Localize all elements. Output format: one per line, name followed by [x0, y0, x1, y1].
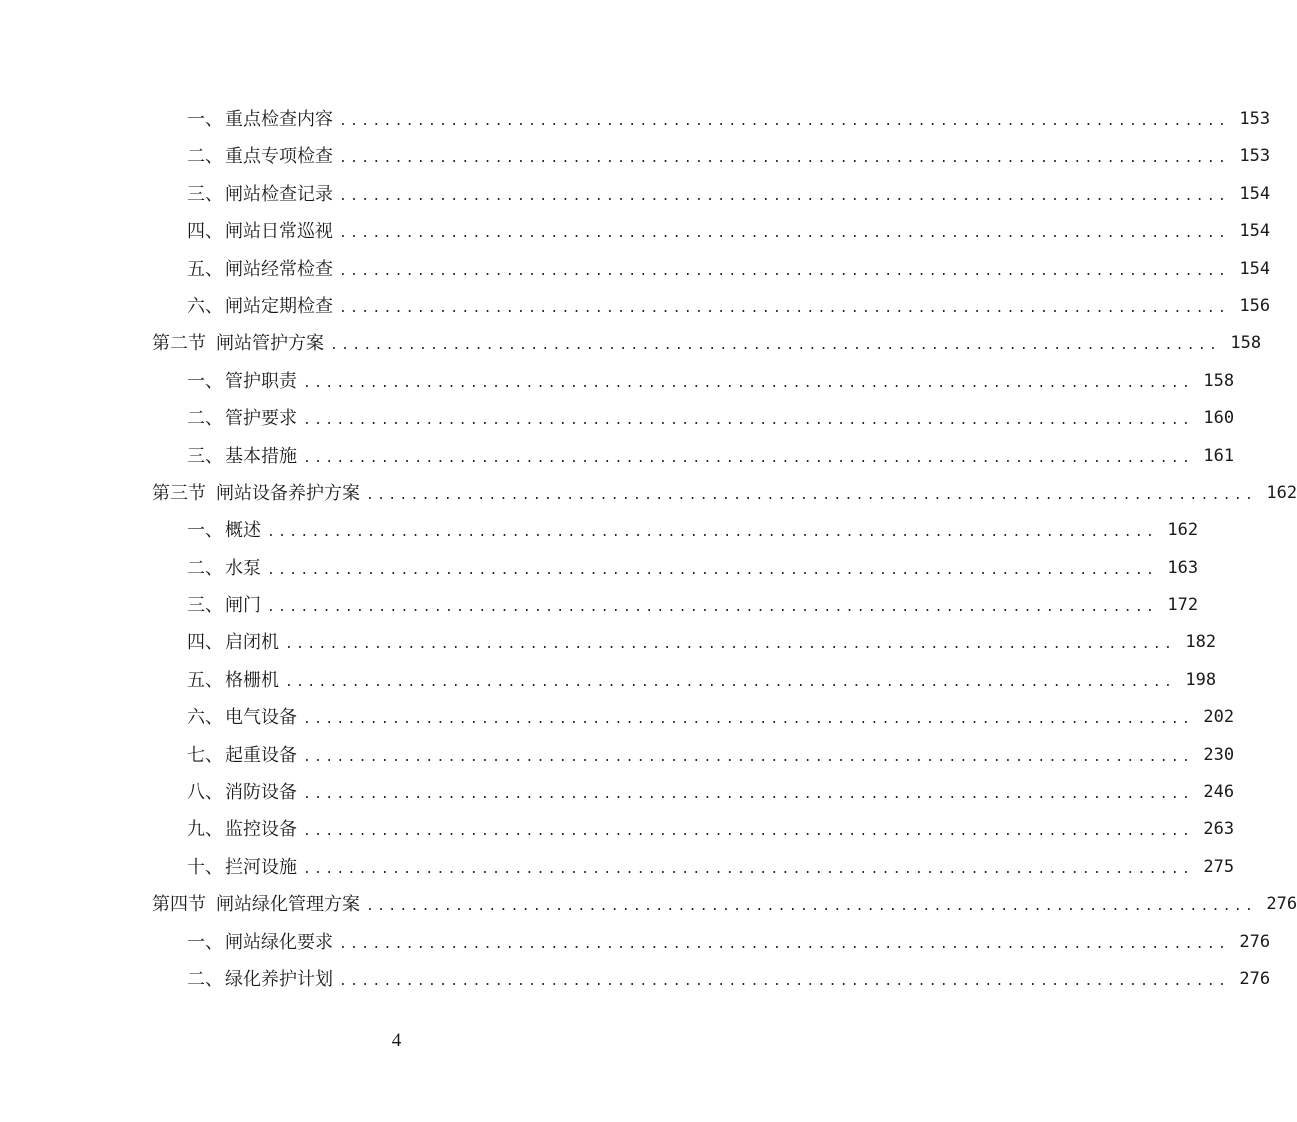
toc-entry-text: 启闭机 — [225, 632, 279, 654]
toc-entry-text: 闸站检查记录 — [225, 183, 333, 205]
toc-entry-text: 闸站日常巡视 — [225, 221, 333, 243]
dot-leader: ................................................................................ — [366, 487, 1257, 503]
toc-entry-text: 消防设备 — [225, 782, 297, 804]
toc-entry-title — [152, 325, 324, 362]
toc-page-number: 172 — [1167, 595, 1199, 616]
toc-entry-number: 四、 — [187, 632, 223, 654]
toc-page-number: 230 — [1203, 744, 1235, 765]
toc-entry-title — [187, 363, 297, 400]
toc-entry-number: 十、 — [187, 856, 223, 878]
toc-entry-number: 三、 — [187, 595, 223, 617]
toc-page-number: 154 — [1239, 183, 1271, 204]
toc-entry-text: 闸站管护方案 — [216, 333, 324, 355]
dot-leader: ................................................................................ — [285, 637, 1176, 653]
toc-entry-title — [187, 550, 261, 587]
toc-item-entry[interactable] — [0, 624, 1217, 661]
toc-entry-number: 四、 — [187, 221, 223, 243]
toc-item-entry[interactable] — [0, 288, 1271, 325]
toc-page-number: 276 — [1239, 968, 1271, 989]
toc-item-entry[interactable] — [0, 213, 1271, 250]
toc-entry-text: 监控设备 — [225, 819, 297, 841]
toc-item-entry[interactable] — [0, 961, 1271, 998]
toc-item-entry[interactable] — [0, 251, 1271, 288]
toc-entry-title — [187, 849, 297, 886]
toc-page-number: 162 — [1266, 482, 1297, 503]
toc-entry-title — [187, 737, 297, 774]
dot-leader: ................................................................................ — [303, 712, 1194, 728]
toc-item-entry[interactable] — [0, 400, 1235, 437]
toc-entry-number: 六、 — [187, 707, 223, 729]
toc-entry-title — [152, 886, 360, 923]
toc-entry-title — [187, 213, 333, 250]
dot-leader: ................................................................................ — [285, 674, 1176, 690]
toc-item-entry[interactable] — [0, 811, 1235, 848]
toc-item-entry[interactable] — [0, 101, 1271, 138]
toc-section-entry[interactable] — [0, 475, 1297, 512]
toc-entry-title — [187, 774, 297, 811]
dot-leader: ................................................................................ — [267, 525, 1158, 541]
toc-page-number: 198 — [1185, 669, 1217, 690]
toc-item-entry[interactable] — [0, 924, 1271, 961]
toc-entry-number: 一、 — [187, 109, 223, 130]
toc-entry-number: 第四节 — [152, 894, 206, 916]
toc-entry-number: 三、 — [187, 183, 223, 205]
toc-entry-number: 五、 — [187, 669, 223, 691]
toc-section-entry[interactable] — [0, 325, 1262, 362]
toc-item-entry[interactable] — [0, 849, 1235, 886]
toc-entry-text: 基本措施 — [225, 445, 297, 467]
toc-entry-text: 电气设备 — [225, 707, 297, 729]
toc-entry-title — [187, 138, 333, 175]
toc-entry-title — [187, 400, 297, 437]
toc-item-entry[interactable] — [0, 512, 1199, 549]
toc-entry-title — [187, 624, 279, 661]
toc-entry-text: 闸站经常检查 — [225, 258, 333, 280]
toc-page-number: 154 — [1239, 221, 1271, 242]
toc-entry-title — [187, 512, 261, 549]
toc-entry-title — [187, 961, 333, 998]
dot-leader: ................................................................................ — [339, 300, 1230, 316]
toc-entry-number: 五、 — [187, 258, 223, 280]
toc-item-entry[interactable] — [0, 138, 1271, 175]
toc-entry-text: 闸站绿化管理方案 — [216, 894, 360, 916]
toc-entry-number: 二、 — [187, 146, 223, 168]
toc-entry-text: 闸站设备养护方案 — [216, 482, 360, 504]
toc-entry-number: 三、 — [187, 445, 223, 467]
toc-item-entry[interactable] — [0, 774, 1235, 811]
toc-item-entry[interactable] — [0, 176, 1271, 213]
toc-entry-number: 一、 — [187, 370, 223, 392]
toc-entry-text: 闸站绿化要求 — [225, 931, 333, 953]
dot-leader: ................................................................................ — [366, 899, 1257, 915]
toc-entry-text: 重点检查内容 — [225, 109, 333, 130]
toc-entry-text: 拦河设施 — [225, 856, 297, 878]
toc-entry-text: 管护职责 — [225, 370, 297, 392]
toc-entry-number: 二、 — [187, 968, 223, 990]
toc-entry-number: 九、 — [187, 819, 223, 841]
toc-entry-text: 闸门 — [225, 595, 261, 617]
toc-page-number: 158 — [1203, 370, 1235, 391]
toc-entry-title — [187, 924, 333, 961]
dot-leader: ................................................................................ — [267, 562, 1158, 578]
dot-leader: ................................................................................ — [339, 973, 1230, 989]
toc-entry-text: 格栅机 — [225, 669, 279, 691]
dot-leader: ................................................................................ — [267, 600, 1158, 616]
toc-page-number: 153 — [1239, 109, 1271, 129]
toc-page-number: 202 — [1203, 707, 1235, 728]
toc-entry-title — [187, 438, 297, 475]
toc-page-number: 153 — [1239, 146, 1271, 167]
toc-entry-number: 二、 — [187, 408, 223, 430]
dot-leader: ................................................................................ — [303, 450, 1194, 466]
dot-leader: ................................................................................ — [339, 188, 1230, 204]
toc-page-number: 276 — [1266, 894, 1297, 915]
dot-leader: ................................................................................ — [303, 824, 1194, 840]
toc-entry-text: 绿化养护计划 — [225, 968, 333, 990]
toc-entry-number: 二、 — [187, 557, 223, 579]
toc-entry-text: 重点专项检查 — [225, 146, 333, 168]
toc-entry-text: 概述 — [225, 520, 261, 542]
dot-leader: ................................................................................ — [330, 338, 1221, 354]
toc-entry-title — [187, 288, 333, 325]
toc-entry-number: 八、 — [187, 782, 223, 804]
toc-entry-title — [187, 811, 297, 848]
toc-entry-title — [187, 176, 333, 213]
dot-leader: ................................................................................ — [303, 375, 1194, 391]
toc-entry-number: 七、 — [187, 744, 223, 766]
toc-entry-title — [187, 101, 333, 138]
toc-page-number: 263 — [1203, 819, 1235, 840]
dot-leader: ................................................................................ — [303, 861, 1194, 877]
toc-entry-title — [187, 587, 261, 624]
toc-entry-text: 管护要求 — [225, 408, 297, 430]
toc-entry-number: 一、 — [187, 931, 223, 953]
toc-page-number: 246 — [1203, 782, 1235, 803]
toc-page-number: 163 — [1167, 557, 1199, 578]
toc-item-entry[interactable] — [0, 363, 1235, 400]
toc-item-entry[interactable] — [0, 662, 1217, 699]
toc-item-entry[interactable] — [0, 438, 1235, 475]
toc-page-number: 161 — [1203, 445, 1235, 466]
toc-entry-text: 起重设备 — [225, 744, 297, 766]
toc-entry-number: 六、 — [187, 295, 223, 317]
toc-page-number: 160 — [1203, 408, 1235, 429]
dot-leader: ................................................................................ — [339, 114, 1230, 129]
toc-page-number: 162 — [1167, 520, 1199, 541]
toc-entry-text: 闸站定期检查 — [225, 295, 333, 317]
dot-leader: ................................................................................ — [339, 151, 1230, 167]
toc-item-entry[interactable] — [0, 587, 1199, 624]
page-number: 4 — [391, 1030, 402, 1051]
dot-leader: ................................................................................ — [339, 263, 1230, 279]
toc-item-entry[interactable] — [0, 699, 1235, 736]
toc-entry-number: 第二节 — [152, 333, 206, 355]
toc-page-number: 275 — [1203, 856, 1235, 877]
dot-leader: ................................................................................ — [303, 749, 1194, 765]
dot-leader: ................................................................................ — [339, 226, 1230, 242]
toc-entry-title — [187, 699, 297, 736]
toc-item-entry[interactable] — [0, 737, 1235, 774]
toc-page-number: 156 — [1239, 295, 1271, 316]
dot-leader: ................................................................................ — [339, 936, 1230, 952]
toc-entry-title — [152, 475, 360, 512]
toc-item-entry[interactable] — [0, 550, 1199, 587]
toc-section-entry[interactable] — [0, 886, 1297, 923]
toc-entry-number: 第三节 — [152, 482, 206, 504]
dot-leader: ................................................................................ — [303, 787, 1194, 803]
toc-entry-title — [187, 251, 333, 288]
toc-page-number: 276 — [1239, 931, 1271, 952]
toc-page-number: 154 — [1239, 258, 1271, 279]
toc-entry-number: 一、 — [187, 520, 223, 542]
toc-page-number: 158 — [1230, 333, 1262, 354]
dot-leader: ................................................................................ — [303, 413, 1194, 429]
toc-entry-text: 水泵 — [225, 557, 261, 579]
toc-page-number: 182 — [1185, 632, 1217, 653]
toc-entry-title — [187, 662, 279, 699]
table-of-contents — [0, 101, 1297, 998]
